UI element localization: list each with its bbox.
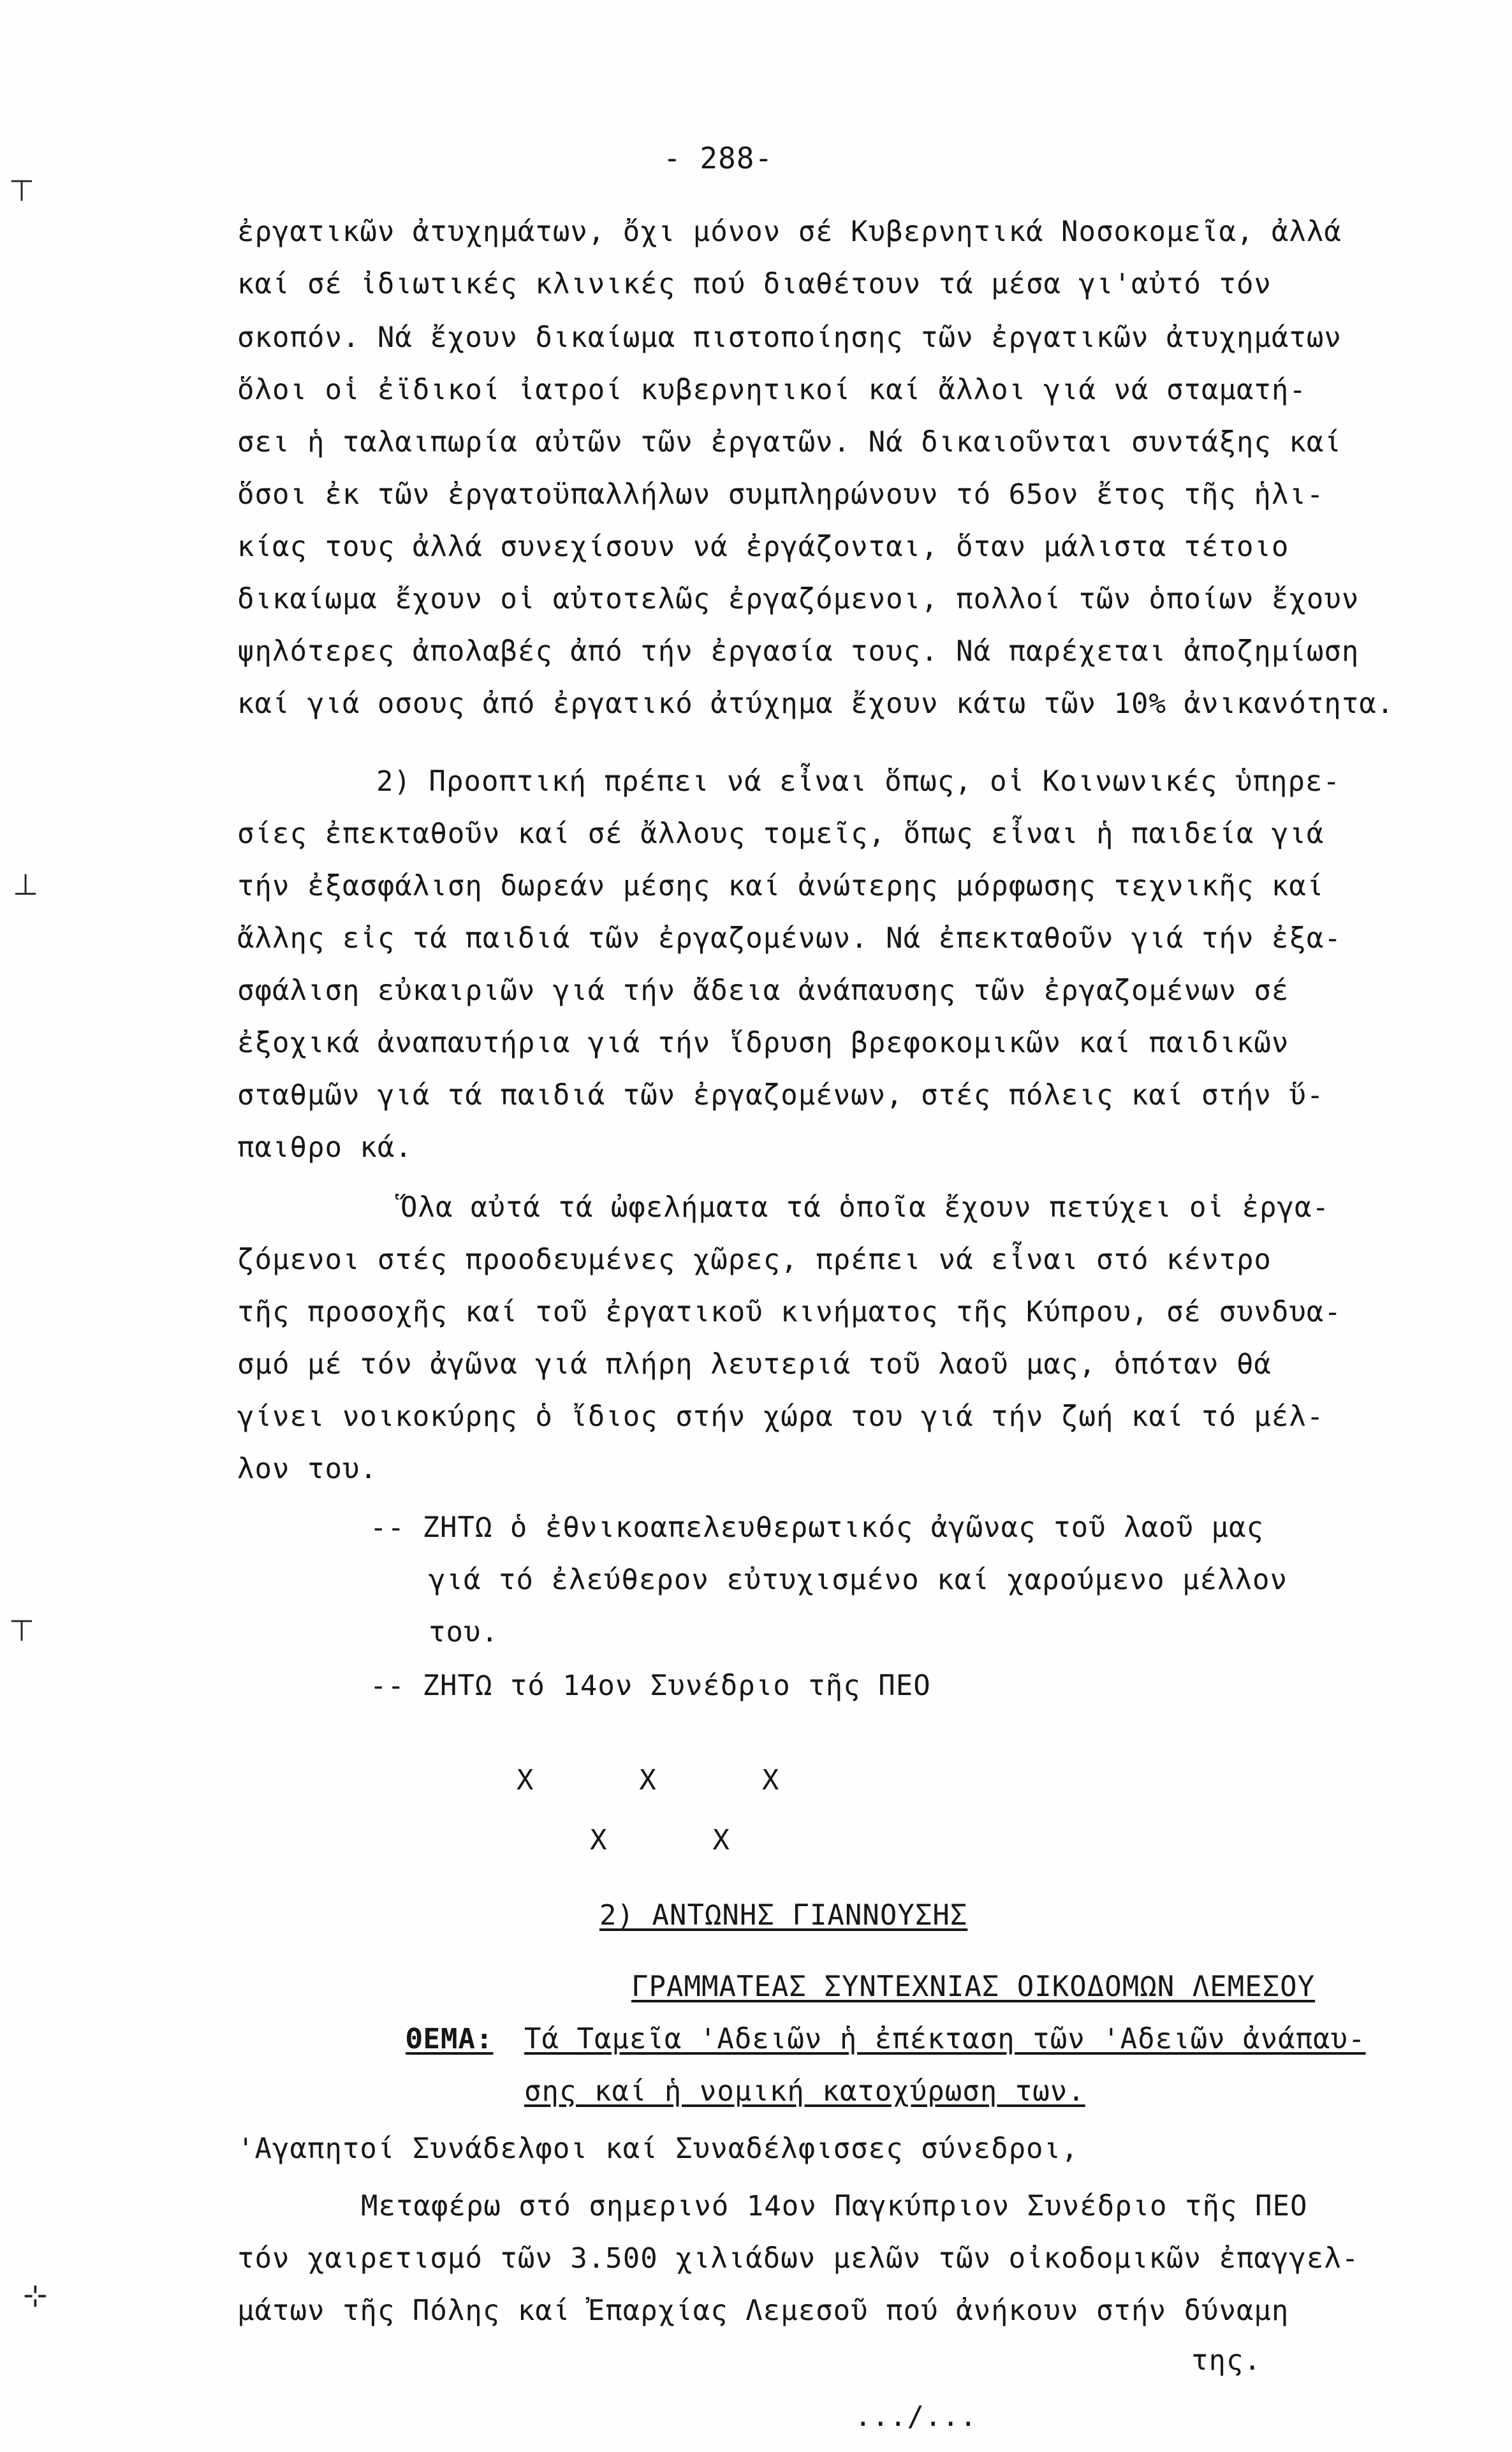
text-line: γίνει νοικοκύρης ὁ ἴδιος στήν χώρα του γιά τήν ζωή καί τό μέλ- xyxy=(237,1400,1325,1433)
continuation-mark: .../... xyxy=(855,2400,978,2433)
text-line: Μεταφέρω στό σημερινό 14ον Παγκύπριον Συνέδριο τῆς ΠΕΟ xyxy=(361,2190,1308,2222)
text-line: 2) Προοπτική πρέπει νά εἶναι ὅπως, οἱ Κοινωνικές ὑπηρε- xyxy=(376,765,1340,798)
margin-mark: ⊤ xyxy=(9,1613,35,1648)
slogan-line: γιά τό ἐλεύθερον εὐτυχισμένο καί χαρούμενο μέλλον xyxy=(429,1564,1288,1596)
text-line: σει ἡ ταλαιπωρία αὐτῶν τῶν ἐργατῶν. Νά δικαιοῦνται συντάξης καί xyxy=(237,426,1342,459)
text-line: τόν χαιρετισμό τῶν 3.500 χιλιάδων μελῶν τῶν οἰκοδομικῶν ἐπαγγελ- xyxy=(237,2242,1360,2275)
text-line: ἐργατικῶν ἀτυχημάτων, ὄχι μόνον σέ Κυβερνητικά Νοσοκομεῖα, ἀλλά xyxy=(237,216,1342,248)
text-line: μάτων τῆς Πόλης καί Ἐπαρχίας Λεμεσοῦ πού ἀνήκουν στήν δύναμη xyxy=(237,2294,1289,2327)
slogan-line: του. xyxy=(429,1616,499,1648)
subject-line: σης καί ἡ νομική κατοχύρωση των. xyxy=(524,2075,1085,2108)
text-line: δικαίωμα ἔχουν οἱ αὐτοτελῶς ἐργαζόμενοι, πολλοί τῶν ὁποίων ἔχουν xyxy=(237,583,1360,615)
margin-mark: ⊥ xyxy=(13,867,39,902)
text-line: ἄλλης εἰς τά παιδιά τῶν ἐργαζομένων. Νά ἐπεκταθοῦν γιά τήν ἐξα- xyxy=(237,922,1342,955)
subject-label: ΘΕΜΑ: xyxy=(406,2023,494,2055)
text-line: σίες ἐπεκταθοῦν καί σέ ἄλλους τομεῖς, ὅπως εἶναι ἡ παιδεία γιά xyxy=(237,818,1325,850)
text-line: ὅλοι οἱ ἐϊδικοί ἰατροί κυβερνητικοί καί ἄλλοι γιά νά σταματή- xyxy=(237,374,1307,406)
text-line: κίας τους ἀλλά συνεχίσουν νά ἐργάζονται, ὅταν μάλιστα τέτοιο xyxy=(237,531,1289,563)
text-line: σμό μέ τόν ἀγῶνα γιά πλήρη λευτεριά τοῦ λαοῦ μας, ὁπόταν θά xyxy=(237,1348,1272,1381)
text-line: λον του. xyxy=(237,1453,378,1485)
greeting: 'Αγαπητοί Συνάδελφοι καί Συναδέλφισσες σύνεδροι, xyxy=(237,2133,1079,2165)
margin-mark: ⊤ xyxy=(9,173,35,208)
text-line: σκοπόν. Νά ἔχουν δικαίωμα πιστοποίησης τῶν ἐργατικῶν ἀτυχημάτων xyxy=(237,321,1342,354)
text-line: Ὅλα αὐτά τά ὠφελήματα τά ὁποῖα ἔχουν πετύχει οἱ ἐργα- xyxy=(400,1191,1330,1224)
text-line: τῆς προσοχῆς καί τοῦ ἐργατικοῦ κινήματος τῆς Κύπρου, σέ συνδυα- xyxy=(237,1296,1342,1328)
page-number: - 288- xyxy=(663,141,774,175)
text-line: ψηλότερες ἀπολαβές ἀπό τήν ἐργασία τους. Νά παρέχεται ἀποζημίωση xyxy=(237,635,1360,668)
text-line: καί γιά οσους ἀπό ἐργατικό ἀτύχημα ἔχουν κάτω τῶν 10% ἀνικανότητα. xyxy=(237,687,1395,720)
text-line: τήν ἐξασφάλιση δωρεάν μέσης καί ἀνώτερης μόρφωσης τεχνικῆς καί xyxy=(237,870,1325,902)
slogan-line: -- ΖΗΤΩ ὁ ἐθνικοαπελευθερωτικός ἀγῶνας τοῦ λαοῦ μας xyxy=(370,1511,1265,1544)
separator-row: X X xyxy=(590,1824,730,1856)
text-line: σφάλιση εὐκαιριῶν γιά τήν ἄδεια ἀνάπαυσης τῶν ἐργαζομένων σέ xyxy=(237,974,1289,1007)
text-line: ὅσοι ἐκ τῶν ἐργατοϋπαλλήλων συμπληρώνουν τό 65ον ἔτος τῆς ἡλι- xyxy=(237,478,1325,511)
text-line: ζόμενοι στές προοδευμένες χῶρες, πρέπει νά εἶναι στό κέντρο xyxy=(237,1244,1272,1276)
text-line: της. xyxy=(1191,2344,1261,2377)
text-line: σταθμῶν γιά τά παιδιά τῶν ἐργαζομένων, στές πόλεις καί στήν ὕ- xyxy=(237,1079,1325,1112)
text-line: καί σέ ἰδιωτικές κλινικές πού διαθέτουν τά μέσα γι'αὐτό τόν xyxy=(237,268,1272,300)
text-line: παιθρο κά. xyxy=(237,1131,413,1164)
margin-mark: ⊹ xyxy=(23,2278,48,2312)
text-line: ἐξοχικά ἀναπαυτήρια γιά τήν ἵδρυση βρεφοκομικῶν καί παιδικῶν xyxy=(237,1027,1289,1059)
slogan-line: -- ΖΗΤΩ τό 14ον Συνέδριο τῆς ΠΕΟ xyxy=(370,1670,931,1702)
separator-row: X X X xyxy=(517,1764,780,1796)
speaker-name: 2) ΑΝΤΩΝΗΣ ΓΙΑΝΝΟΥΣΗΣ xyxy=(599,1899,968,1932)
speaker-title: ΓΡΑΜΜΑΤΕΑΣ ΣΥΝΤΕΧΝΙΑΣ ΟΙΚΟΔΟΜΩΝ ΛΕΜΕΣΟΥ xyxy=(631,1971,1316,2003)
subject-line: Τά Ταμεῖα 'Αδειῶν ἡ ἐπέκταση τῶν 'Αδειῶν ἀνάπαυ- xyxy=(524,2023,1366,2055)
